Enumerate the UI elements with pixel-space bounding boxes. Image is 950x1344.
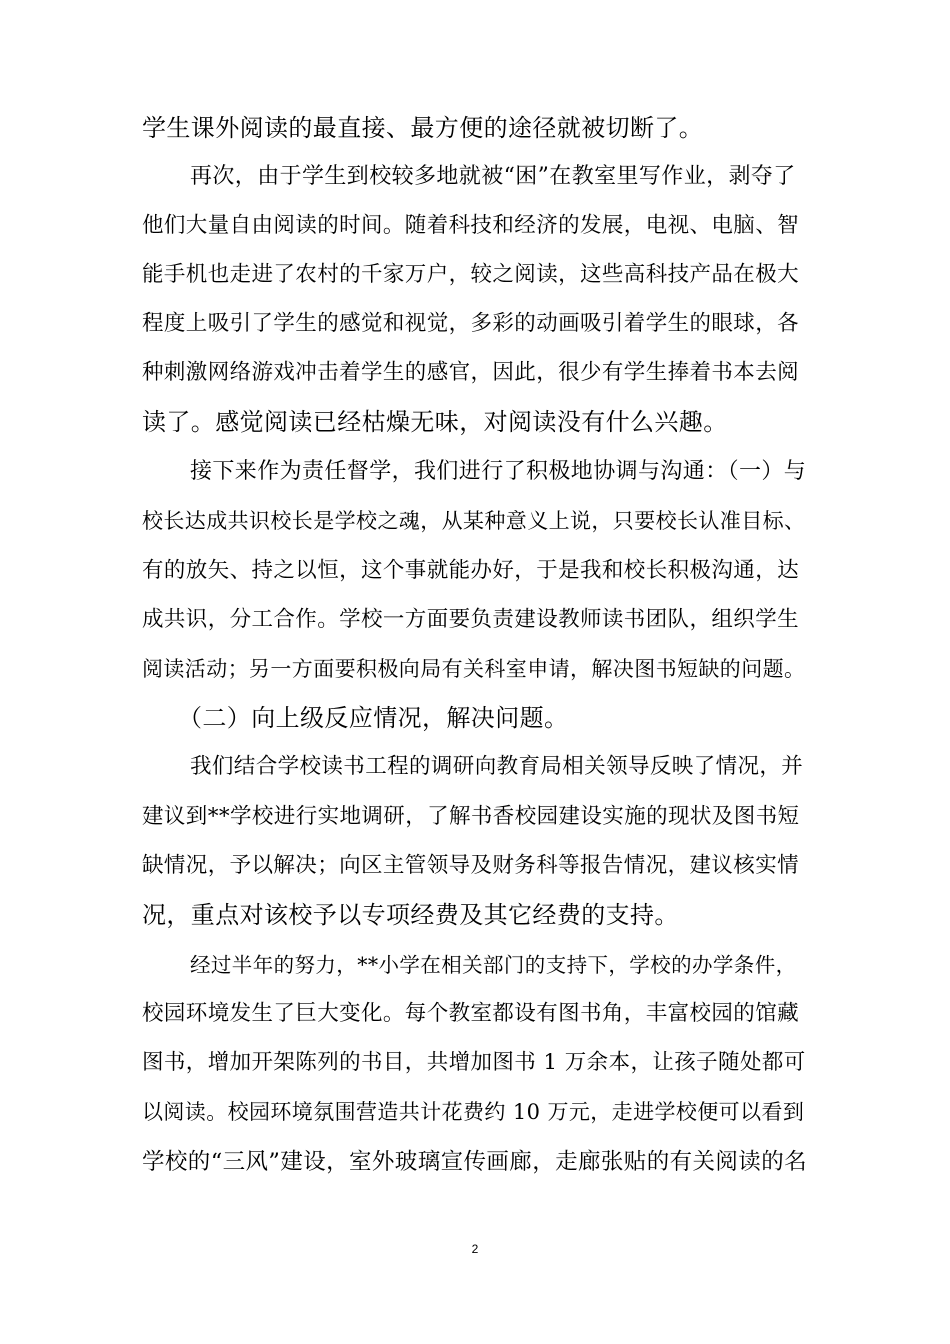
paragraph-first-line: 接下来作为责任督学，我们进行了积极地协调与沟通：（一）与 — [190, 459, 807, 484]
body-text-line: 图书，增加开架陈列的书目，共增加图书 1 万余本，让孩子随处都可 — [142, 1050, 806, 1075]
page-number: 2 — [471, 1242, 479, 1256]
body-text-line: 学校的“三风”建设，室外玻璃宣传画廊，走廊张贴的有关阅读的名 — [142, 1149, 808, 1175]
paragraph-first-line: 再次，由于学生到校较多地就被“困”在教室里写作业，剥夺了 — [190, 164, 796, 189]
body-text-line: 阅读活动；另一方面要积极向局有关科室申请，解决图书短缺的问题。 — [142, 657, 806, 681]
body-text-line: 能手机也走进了农村的千家万户，较之阅读，这些高科技产品在极大 — [142, 262, 800, 287]
section-heading: （二）向上级反应情况，解决问题。 — [178, 704, 569, 732]
paragraph-first-line: 我们结合学校读书工程的调研向教育局相关领导反映了情况，并 — [190, 754, 804, 779]
body-text-line: 种刺激网络游戏冲击着学生的感官，因此，很少有学生捧着书本去阅 — [142, 360, 800, 385]
body-text-line: 成共识，分工合作。学校一方面要负责建设教师读书团队，组织学生 — [142, 607, 800, 632]
body-text-line: 校园环境发生了巨大变化。每个教室都设有图书角，丰富校园的馆藏 — [142, 1001, 800, 1026]
body-text-line: 以阅读。校园环境氛围营造共计花费约 10 万元，走进学校便可以看到 — [142, 1100, 805, 1124]
body-text-line: 有的放矢、持之以恒，这个事就能办好，于是我和校长积极沟通，达 — [142, 558, 800, 583]
body-text-line: 校长达成共识校长是学校之魂，从某种意义上说，只要校长认准目标、 — [142, 509, 806, 533]
body-text-line: 程度上吸引了学生的感觉和视觉，多彩的动画吸引着学生的眼球，各 — [142, 311, 800, 336]
body-text-line: 建议到**学校进行实地调研，了解书香校园建设实施的现状及图书短 — [142, 804, 800, 829]
body-text-line: 他们大量自由阅读的时间。随着科技和经济的发展，电视、电脑、智 — [142, 213, 800, 238]
body-text-line: 读了。感觉阅读已经枯燥无味，对阅读没有什么兴趣。 — [142, 408, 728, 436]
body-text-line: 缺情况，予以解决；向区主管领导及财务科等报告情况，建议核实情 — [142, 853, 800, 878]
body-text-line: 学生课外阅读的最直接、最方便的途径就被切断了。 — [142, 114, 704, 142]
body-text-line: 况，重点对该校予以专项经费及其它经费的支持。 — [142, 901, 679, 929]
paragraph-first-line: 经过半年的努力，**小学在相关部门的支持下，学校的办学条件， — [190, 953, 797, 977]
